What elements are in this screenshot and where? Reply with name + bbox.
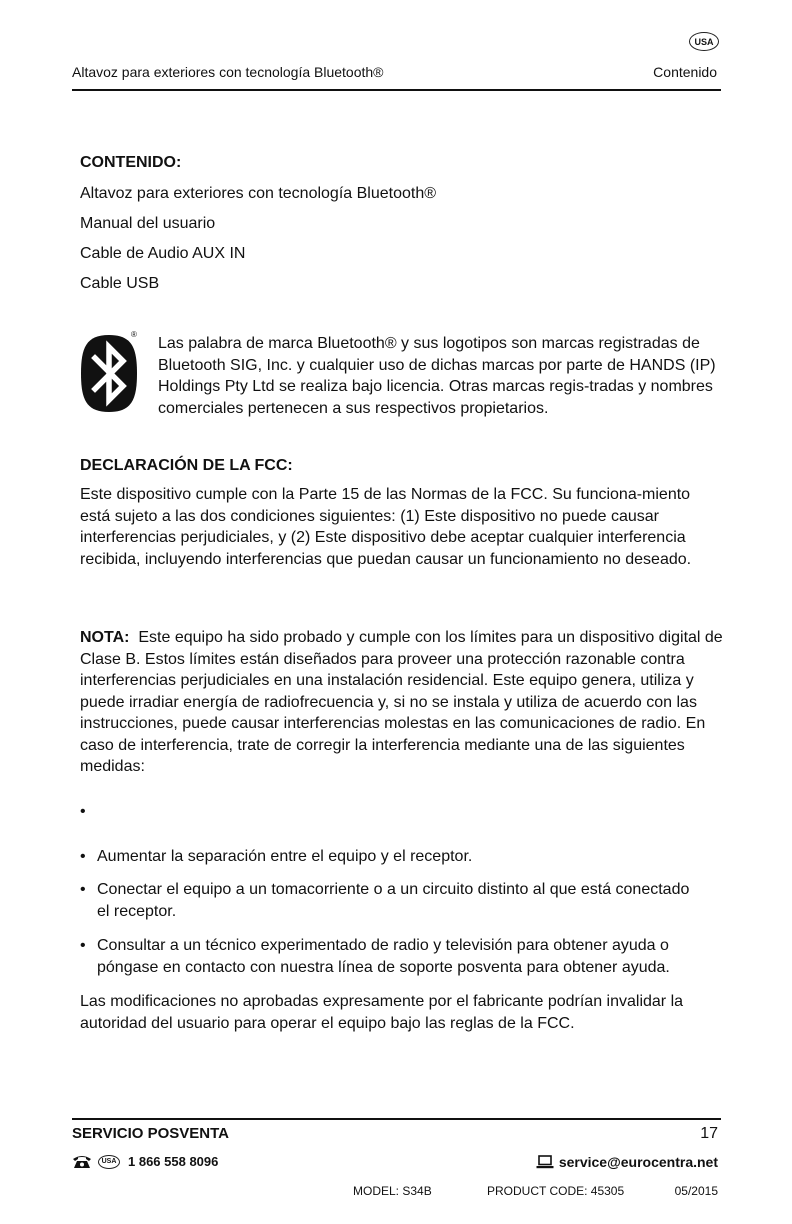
fcc-statement: Este dispositivo cumple con la Parte 15 de las Normas de la FCC. Su funciona-miento está sujeto a las dos condiciones siguientes: (1) Este dispositivo no puede causar interferencias perjudiciales, y (2) Este dispositivo debe aceptar cualquier interferencia recibida, incluyendo interferencias que puedan causar un funcionamiento no deseado. — [80, 486, 692, 568]
page-number: 17 — [700, 1125, 718, 1142]
registered-mark: ® — [131, 330, 137, 339]
nota-paragraph — [80, 627, 723, 778]
header-product-title: Altavoz para exteriores con tecnología Bluetooth® — [72, 64, 384, 80]
email-contact — [536, 1154, 718, 1170]
measure-text: Consultar a un técnico experimentado de radio y televisión para obtener ayuda o póngase en contacto con nuestra línea de soporte posventa para obtener ayuda. — [97, 937, 670, 976]
print-date: 05/2015 — [674, 1184, 718, 1198]
product-code: PRODUCT CODE: 45305 — [487, 1184, 625, 1198]
empty-bullet — [80, 801, 86, 823]
phone-number[interactable]: 1 866 558 8096 — [128, 1154, 219, 1169]
fcc-heading: DECLARACIÓN DE LA FCC: — [80, 457, 293, 474]
contents-item: Manual del usuario — [80, 215, 216, 232]
bullet-mark: • — [80, 803, 86, 820]
nota-body: Este equipo ha sido probado y cumple con los límites para un dispositivo digital de Clase B. Estos límites están diseñados para proveer una protección razonable contra interferencias perjudiciales en una instalación residencial. Este equipo genera, utiliza y puede irradiar energía de radiofrecuencia y, si no se instala y utiliza de acuerdo con las instrucciones, puede causar interferencias molestas en las comunicaciones de radio. En caso de interferencia, trate de corregir la interferencia mediante una de las siguientes medidas: — [80, 629, 723, 775]
contents-item: Cable USB — [80, 275, 160, 292]
nota-label: NOTA: — [80, 629, 130, 646]
closing-paragraph: Las modificaciones no aprobadas expresamente por el fabricante podrían invalidar la autoridad del usuario para operar el equipo bajo las reglas de la FCC. — [80, 993, 684, 1032]
laptop-icon — [536, 1155, 554, 1169]
model-number: MODEL: S34B — [353, 1184, 432, 1198]
bluetooth-logo — [80, 334, 138, 413]
usa-badge-small: USA — [98, 1155, 120, 1169]
list-item — [80, 846, 720, 868]
footer-divider — [72, 1118, 721, 1120]
bullet-mark: • — [80, 937, 86, 954]
contents-item: Cable de Audio AUX IN — [80, 245, 246, 262]
trademark-notice: Las palabra de marca Bluetooth® y sus logotipos son marcas registradas de Bluetooth SIG, Inc. y cualquier uso de dichas marcas por parte de HANDS (IP) Holdings Pty Ltd se realiza bajo licencia. Otras marcas regis-tradas y nombres comerciales pertenecen a sus respectivos propietarios. — [158, 335, 716, 417]
list-item — [80, 879, 700, 922]
contents-heading: CONTENIDO: — [80, 154, 182, 171]
header-divider — [72, 89, 721, 91]
footer-title: SERVICIO POSVENTA — [72, 1125, 229, 1142]
usa-badge: USA — [689, 32, 719, 51]
phone-icon — [72, 1154, 92, 1169]
header-section: Contenido — [653, 64, 717, 80]
bullet-mark: • — [80, 881, 86, 898]
bullet-mark: • — [80, 848, 86, 865]
bluetooth-icon — [80, 334, 138, 413]
measure-text: Aumentar la separación entre el equipo y el receptor. — [97, 848, 473, 865]
measure-text: Conectar el equipo a un tomacorriente o a un circuito distinto al que está conectado el receptor. — [97, 881, 690, 920]
contents-item: Altavoz para exteriores con tecnología Bluetooth® — [80, 185, 436, 202]
phone-contact — [72, 1154, 218, 1169]
email-address[interactable]: service@eurocentra.net — [558, 1154, 718, 1170]
list-item — [80, 935, 725, 978]
